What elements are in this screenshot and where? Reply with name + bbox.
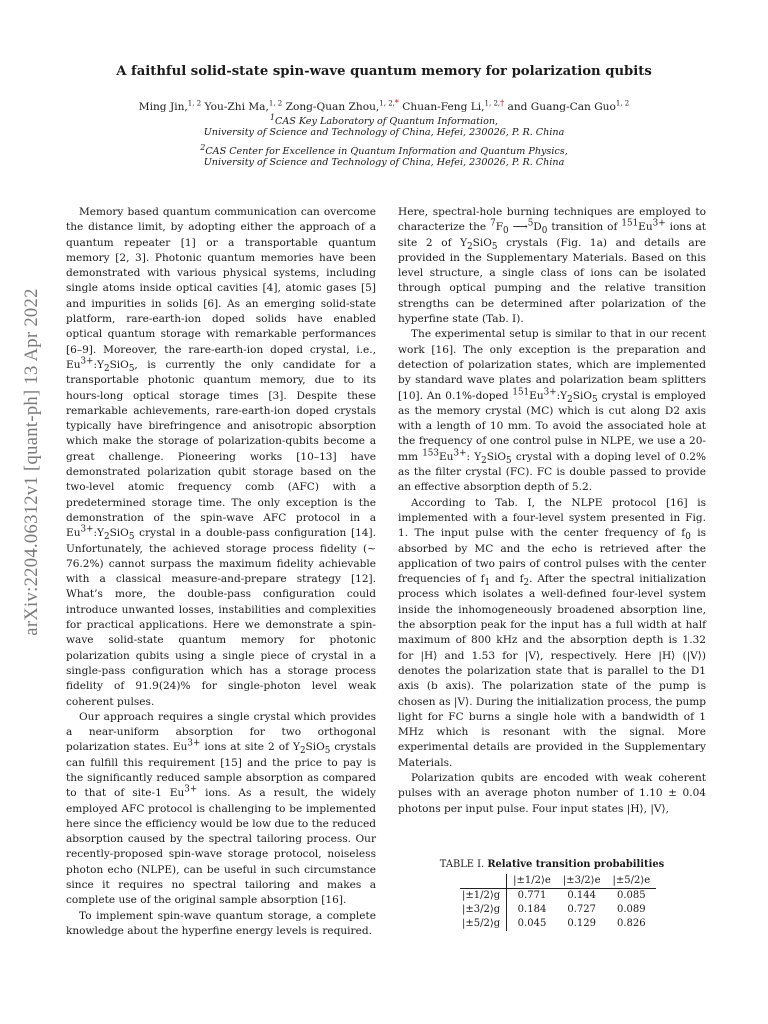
author-footnote-mark[interactable]: *: [394, 98, 399, 107]
paragraph: Our approach requires a single crystal which provides a near-uniform absorption for two orthogonal polarization states. $Eu^{3+}$ ions at site 2 of $Y_2SiO_5$ crystals can fulfill this requirement [15] and the price to pay is the significantly reduced sample absorption as compared to that of site-1 $Eu^{3+}$ ions. As a result, the widely employed AFC protocol is challenging to be implemented here since the efficiency would be low due to the reduced absorption caused by the spectral tailoring process. Our recently-proposed spin-wave storage protocol, noiseless photon echo (NLPE), can be useful in such circumstance since it requires no spectral tailoring and makes a complete use of the original sample absorption [16].: [66, 710, 377, 907]
right-column: [398, 205, 706, 817]
author: Chuan-Feng Li,$^{1, 2,\dagger}$: [402, 98, 505, 113]
table-cell: 0.826: [617, 918, 646, 929]
paragraph: Polarization qubits are encoded with weak coherent pulses with an average photon number of 1.10 ± 0.04 photons per input pulse. Four input states |H⟩, |V⟩,: [398, 771, 706, 815]
paragraph: Memory based quantum communication can overcome the distance limit, by adopting either the approach of a quantum repeater [1] or a transportable quantum memory [2, 3]. Photonic quantum memories have been demonstrated with various physical systems, including single atoms inside optical cavities [4], atomic gases [5] and impurities in solids [6]. As an emerging solid-state platform, rare-earth-ion doped solids have enabled optical quantum storage with remarkable performances [6–9]. Moreover, the rare-earth-ion doped crystal, i.e., $Eu^{3+}:Y_2SiO_5$, is currently the only candidate for a transportable photonic quantum memory, due to its hours-long optical storage times [3]. Despite these remarkable achievements, rare-earth-ion doped crystals typically have birefringence and anisotropic absorption which make the storage of polarization-qubits become a great challenge. Pioneering works [10–13] have demonstrated polarization qubit storage based on the two-level atomic frequency comb (AFC) with a predetermined storage time. The only exception is the demonstration of the spin-wave AFC protocol in a $Eu^{3+}:Y_2SiO_5$ crystal in a double-pass configuration [14]. Unfortunately, the achieved storage process fidelity (∼ 76.2%) cannot surpass the maximum fidelity achievable with a classical measure-and-prepare strategy [12]. What’s more, the double-pass configuration could introduce unwanted losses, instabilities and complexities for practical applications. Here we demonstrate a spin-wave solid-state quantum memory for photonic polarization qubits using a single piece of crystal in a single-pass configuration which has a storage process fidelity of 91.9(24)% for single-photon level weak coherent pulses.: [66, 206, 376, 708]
paragraph: The experimental setup is similar to that in our recent work [16]. The only exception is the preparation and detection of polarization states, which are implemented by standard wave plates and polarization beam splitters [10]. An 0.1%-doped $^{151}Eu^{3+}:Y_2SiO_5$ crystal is employed as the memory crystal (MC) which is cut along D2 axis with a length of 10 mm. To avoid the associated hole at the frequency of one control pulse in NLPE, we use a 20-mm $^{153}Eu^{3+}$: $Y_2SiO_5$ crystal with a doping level of 0.2% as the filter crystal (FC). FC is double passed to provide an effective absorption depth of 5.2.: [398, 328, 707, 494]
table-cell: 0.727: [567, 904, 596, 915]
paragraph: To implement spin-wave quantum storage, a complete knowledge about the hyperfine energy levels is required.: [66, 909, 376, 937]
affiliation-2: $^2$CAS Center for Excellence in Quantum Information and Quantum Physics, University of Science and Technology of China, Hefei, 230026, P. R. China: [200, 142, 568, 168]
transition-probability-table: [460, 874, 656, 931]
table-col-header: |±1/2⟩e: [507, 874, 557, 889]
author-list: [0, 98, 768, 113]
author-footnote-mark[interactable]: †: [500, 98, 505, 107]
table-caption: TABLE I. Relative transition probabilities: [439, 859, 665, 870]
table-col-header: |±5/2⟩e: [607, 874, 657, 889]
paper-title: A faithful solid-state spin-wave quantum memory for polarization qubits: [116, 64, 652, 79]
table-row-header: |±5/2⟩g: [460, 917, 507, 931]
table-cell: 0.045: [517, 918, 547, 929]
table-cell: 0.771: [517, 890, 547, 901]
table-col-header: |±3/2⟩e: [557, 874, 607, 889]
author: and Guang-Can Guo$^{1, 2}$: [507, 99, 630, 113]
author: Zong-Quan Zhou,$^{1, 2,*}$: [285, 98, 399, 113]
table-cell: 0.129: [567, 918, 596, 929]
author: You-Zhi Ma,$^{1, 2}$: [204, 99, 283, 113]
table-row-header: |±3/2⟩g: [460, 903, 507, 917]
affiliation-1: $^1$CAS Key Laboratory of Quantum Information, University of Science and Technology of China, Hefei, 230026, P. R. China: [203, 112, 565, 138]
table-corner: [460, 874, 507, 889]
left-column: [66, 205, 376, 939]
arxiv-sidebar: [14, 262, 50, 662]
paragraph: According to Tab. I, the NLPE protocol [16] is implemented with a four-level system presented in Fig. 1. The input pulse with the center frequency of $f_0$ is absorbed by MC and the echo is retrieved after the application of two pairs of control pulses with the center frequencies of $f_1$ and $f_2$. After the spectral initialization process which isolates a well-defined four-level system inside the inhomogeneously broadened absorption line, the absorption peak for the input has a full width at half maximum of 800 kHz and the absorption depth is 1.32 for |H⟩ and 1.53 for |V⟩, respectively. Here |H⟩ (|V⟩) denotes the polarization state that is parallel to the D1 axis (b axis). The polarization state of the pump is chosen as |V⟩. During the initialization process, the pump light for FC burns a single hole with a bandwidth of 1 MHz which is resonant with the signal. More experimental details are provided in the Supplementary Materials.: [398, 496, 706, 769]
table-cell: 0.144: [567, 890, 596, 901]
table-cell: 0.085: [617, 890, 646, 901]
table-row: [460, 903, 656, 917]
arxiv-identifier: arXiv:2204.06312v1 [quant-ph] 13 Apr 2022: [21, 288, 42, 636]
paragraph: Here, spectral-hole burning techniques are employed to characterize the $^7F_0$ $⟶^5D_0$ transition of $^{151}Eu^{3+}$ ions at site 2 of $Y_2SiO_5$ crystals (Fig. 1a) and details are provided in the Supplementary Materials. Based on this level structure, a single class of ions can be isolated through optical pumping and the relative transition strengths can be determined after polarization of the hyperfine state (Tab. I).: [398, 206, 707, 326]
table-row: [460, 889, 656, 904]
table-row-header: |±1/2⟩g: [460, 889, 507, 904]
table-row: [460, 917, 656, 931]
table-cell: 0.184: [517, 904, 547, 915]
author: Ming Jin,$^{1, 2}$: [138, 99, 202, 113]
table-cell: 0.089: [617, 904, 646, 915]
